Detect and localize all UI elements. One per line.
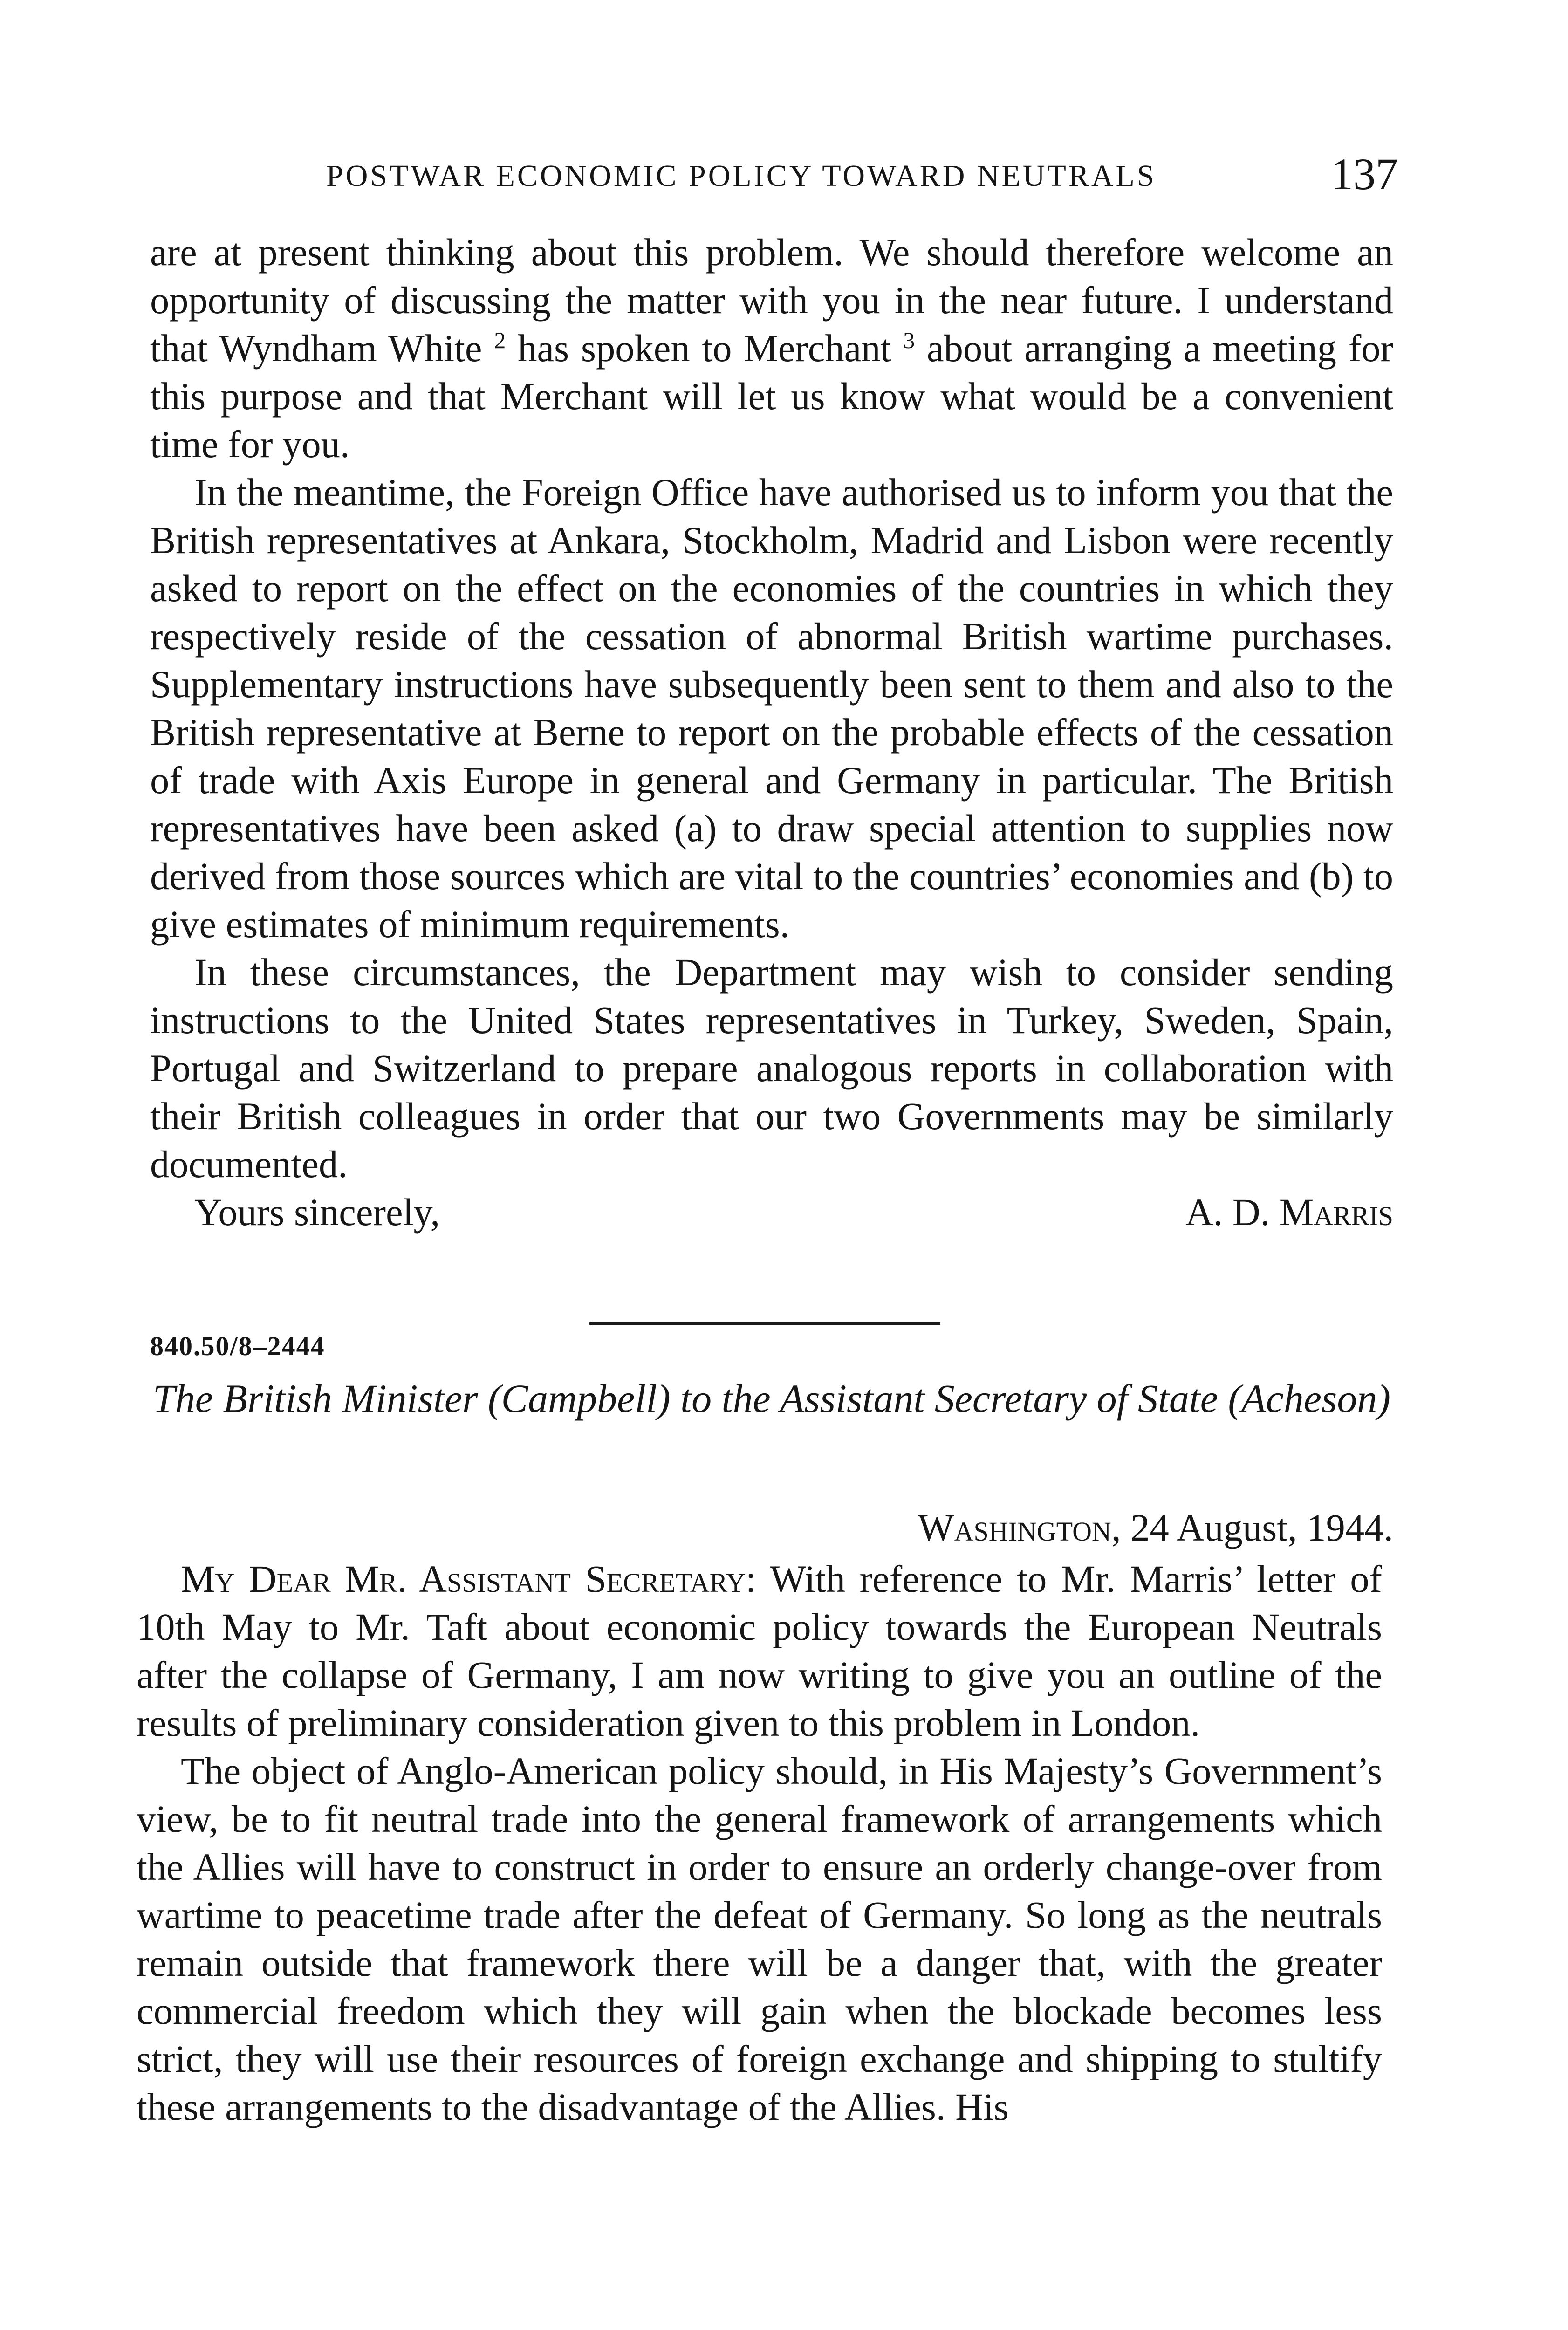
paragraph-text: about arranging a meeting for this purpose and that Merchant will let us know what would be a convenient time for you. bbox=[150, 327, 1394, 466]
paragraph-text: has spoken to Merchant bbox=[518, 327, 891, 370]
document-heading: The British Minister (Campbell) to the Assistant Secretary of State (Acheson) bbox=[152, 1376, 1391, 1421]
paragraph-text: are at present thinking about this problem. We should therefore welcome an opportunity of discussing the matter with you in the near future. I understand that Wyndham White bbox=[150, 231, 1393, 370]
letter-closing bbox=[150, 1188, 1393, 1236]
salutation: Yours sincerely, bbox=[194, 1191, 440, 1234]
greeting: My Dear Mr. Assistant Secretary: bbox=[181, 1557, 756, 1600]
file-number: 840.50/8–2444 bbox=[150, 1331, 325, 1361]
dateline-date: , 24 August, 1944. bbox=[1111, 1506, 1393, 1549]
paragraph bbox=[150, 228, 1393, 468]
footnote-ref: 3 bbox=[903, 327, 915, 353]
paragraph: In these circumstances, the Department may wish to consider sending instructions to the United States representatives in Turkey, Sweden, Spain, Portugal and Switzerland to prepare analogous reports in collaboration with their British colleagues in order that our two Governments may be similarly documented. bbox=[150, 951, 1393, 1186]
dateline-place: Washington bbox=[918, 1506, 1111, 1549]
page-number: 137 bbox=[1331, 149, 1398, 199]
letter-body bbox=[137, 1555, 1382, 2131]
paragraph: In the meantime, the Foreign Office have authorised us to inform you that the British representatives at Ankara, Stockholm, Madrid and Lisbon were recently asked to report on the effect on the economies of the countries in which they respectively reside of the cessation of abnormal British wartime purchases. Supplementary instructions have subsequently been sent to them and also to the British representative at Berne to report on the probable effects of the cessation of trade with Axis Europe in general and Germany in particular. The British representatives have been asked (a) to draw special attention to supplies now derived from those sources which are vital to the countries’ economies and (b) to give estimates of minimum requirements. bbox=[150, 471, 1393, 946]
section-divider bbox=[589, 1322, 940, 1325]
paragraph bbox=[137, 1555, 1382, 1747]
letter-continuation bbox=[150, 228, 1393, 1236]
footnote-ref: 2 bbox=[494, 327, 506, 353]
running-head bbox=[326, 148, 1398, 199]
paragraph-text: With reference to Mr. Marris’ letter of 10th May to Mr. Taft about economic policy towards the European Neutrals after the collapse of Germany, I am now writing to give you an outline of the results of preliminary consideration given to this problem in London. bbox=[137, 1557, 1383, 1744]
paragraph: The object of Anglo-American policy should, in His Majesty’s Government’s view, be to fit neutral trade into the general framework of arrangements which the Allies will have to construct in order to ensure an orderly change-over from wartime to peacetime trade after the defeat of Germany. So long as the neutrals remain outside that framework there will be a danger that, with the greater commercial freedom which they will gain when the blockade becomes less strict, they will use their resources of foreign exchange and shipping to stultify these arrangements to the disadvantage of the Allies. His bbox=[137, 1749, 1382, 2128]
running-title: POSTWAR ECONOMIC POLICY TOWARD NEUTRALS bbox=[326, 159, 1157, 193]
signature: A. D. Marris bbox=[1185, 1191, 1393, 1234]
dateline bbox=[918, 1505, 1393, 1550]
